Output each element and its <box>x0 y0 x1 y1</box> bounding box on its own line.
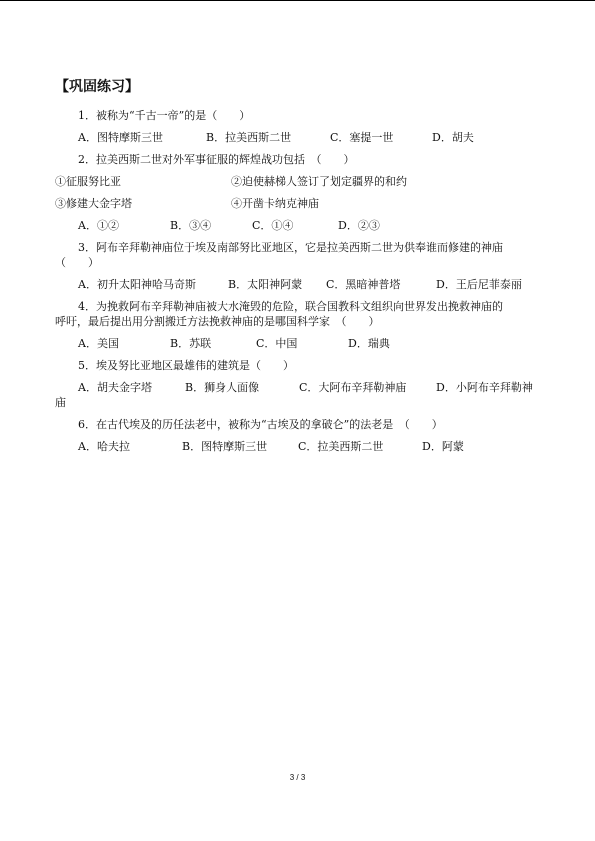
q5-option-a[interactable]: A．胡夫金字塔 <box>78 381 152 394</box>
q4-option-a[interactable]: A．美国 <box>78 337 119 350</box>
q1-option-c[interactable]: C．塞提一世 <box>330 131 394 144</box>
q2-choice-2: ②迫使赫梯人签订了划定疆界的和约 <box>231 175 407 188</box>
q2-choice-4: ④开凿卡纳克神庙 <box>231 197 319 210</box>
q3-stem-line-1: 3．阿布辛拜勒神庙位于埃及南部努比亚地区，它是拉美西斯二世为供奉谁而修建的神庙 <box>78 241 503 254</box>
q6-option-c[interactable]: C．拉美西斯二世 <box>298 440 384 453</box>
question-5-options <box>55 380 545 395</box>
q3-option-d[interactable]: D．王后尼菲泰丽 <box>436 278 522 291</box>
question-2-options <box>55 218 545 233</box>
q1-option-a[interactable]: A．图特摩斯三世 <box>78 131 163 144</box>
q1-option-d[interactable]: D．胡夫 <box>432 131 474 144</box>
question-6-stem: 6．在古代埃及的历任法老中，被称为“古埃及的拿破仑”的法老是 （ ） <box>78 418 443 431</box>
q5-option-b[interactable]: B．狮身人面像 <box>185 381 260 394</box>
q6-option-a[interactable]: A．哈夫拉 <box>78 440 130 453</box>
question-1-stem: 1．被称为“千古一帝”的是（ ） <box>78 109 251 122</box>
q6-option-d[interactable]: D．阿蒙 <box>422 440 464 453</box>
question-2-stem: 2．拉美西斯二世对外军事征服的辉煌战功包括 （ ） <box>78 153 355 166</box>
q4-stem-line-1: 4．为挽救阿布辛拜勒神庙被大水淹毁的危险，联合国教科文组织向世界发出挽救神庙的 <box>78 300 503 313</box>
q2-option-c[interactable]: C．①④ <box>252 219 294 232</box>
q4-stem-line-2: 呼吁，最后提出用分割搬迁方法挽救神庙的是哪国科学家 （ ） <box>55 315 380 328</box>
section-title: 【巩固练习】 <box>55 79 139 95</box>
question-4-stem <box>55 299 545 329</box>
q4-option-d[interactable]: D．瑞典 <box>348 337 390 350</box>
q4-option-b[interactable]: B．苏联 <box>170 337 212 350</box>
q5-option-d-wrap: 庙 <box>55 396 66 409</box>
page-number: 3 / 3 <box>289 773 306 782</box>
question-1-options <box>55 130 545 145</box>
q2-choice-1: ①征服努比亚 <box>55 175 121 188</box>
q2-choice-3: ③修建大金字塔 <box>55 197 132 210</box>
question-2-choices-row-1 <box>55 174 545 189</box>
q3-option-b[interactable]: B．太阳神阿蒙 <box>228 278 303 291</box>
header-rule <box>0 0 595 1</box>
q2-option-d[interactable]: D．②③ <box>338 219 380 232</box>
question-3-stem <box>55 240 545 270</box>
q3-option-a[interactable]: A．初升太阳神哈马奇斯 <box>78 278 196 291</box>
q6-option-b[interactable]: B．图特摩斯三世 <box>182 440 268 453</box>
q2-option-a[interactable]: A．①② <box>78 219 119 232</box>
q4-option-c[interactable]: C．中国 <box>256 337 298 350</box>
question-3-options <box>55 277 545 292</box>
q2-option-b[interactable]: B．③④ <box>170 219 212 232</box>
q3-option-c[interactable]: C．黑暗神普塔 <box>326 278 401 291</box>
question-6-options <box>55 439 545 454</box>
question-5-stem: 5．埃及努比亚地区最雄伟的建筑是（ ） <box>78 359 294 372</box>
question-4-options <box>55 336 545 351</box>
question-2-choices-row-2 <box>55 196 545 211</box>
q5-option-d[interactable]: D．小阿布辛拜勒神 <box>436 381 533 394</box>
document-page <box>55 76 545 461</box>
q5-option-c[interactable]: C．大阿布辛拜勒神庙 <box>299 381 407 394</box>
q1-option-b[interactable]: B．拉美西斯二世 <box>206 131 292 144</box>
q3-stem-line-2: （ ） <box>55 256 99 269</box>
